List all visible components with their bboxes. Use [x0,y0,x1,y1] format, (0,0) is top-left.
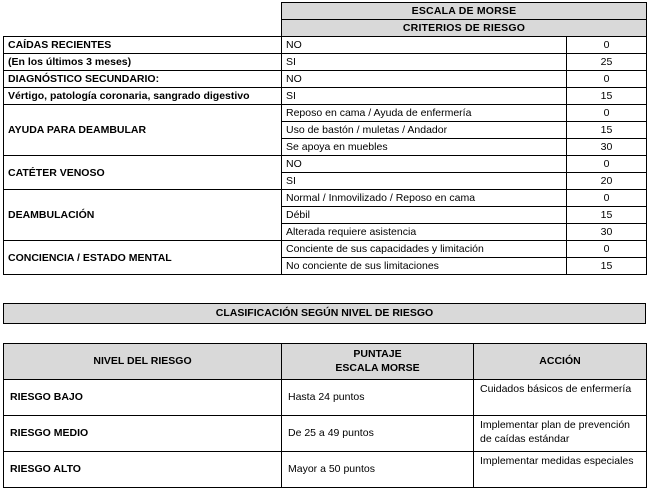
criterion-score-0-1: 25 [567,54,647,71]
morse-subheader-row [4,20,647,37]
criterion-sublabel-1: Vértigo, patología coronaria, sangrado digestivo [4,88,282,105]
risk-action-2: Implementar medidas especiales [474,452,647,488]
risk-level-1: RIESGO MEDIO [4,416,282,452]
risk-action-1: Implementar plan de prevención de caídas estándar [474,416,647,452]
risk-action-0: Cuidados básicos de enfermería [474,380,647,416]
table-row [4,380,647,416]
criterion-sublabel-0: (En los últimos 3 meses) [4,54,282,71]
criterion-score-3-0: 0 [567,156,647,173]
table-row [4,54,647,71]
classification-header-score-line1: PUNTAJE [353,348,402,361]
table-row [4,241,647,258]
criterion-score-4-1: 15 [567,207,647,224]
table-row [4,71,647,88]
table-row [4,156,647,173]
risk-level-0: RIESGO BAJO [4,380,282,416]
criterion-option-4-2: Alterada requiere asistencia [282,224,567,241]
criterion-option-5-1: No conciente de sus limitaciones [282,258,567,275]
classification-header-action: ACCIÓN [474,344,647,380]
classification-header-row [4,344,647,380]
criterion-label-4: DEAMBULACIÓN [4,190,282,241]
classification-table [3,343,647,488]
criterion-label-5: CONCIENCIA / ESTADO MENTAL [4,241,282,275]
criterion-label-2: AYUDA PARA DEAMBULAR [4,105,282,156]
criterion-score-1-0: 0 [567,71,647,88]
table-row [4,190,647,207]
classification-header-level: NIVEL DEL RIESGO [4,344,282,380]
table-row [4,416,647,452]
criterion-option-4-0: Normal / Inmovilizado / Reposo en cama [282,190,567,207]
criterion-option-2-2: Se apoya en muebles [282,139,567,156]
morse-scale-table [3,2,647,275]
criterion-label-0: CAÍDAS RECIENTES [4,37,282,54]
criterion-score-4-0: 0 [567,190,647,207]
subheader-empty-cell [4,20,282,37]
criterion-score-2-1: 15 [567,122,647,139]
criterion-option-1-1: SI [282,88,567,105]
classification-title: CLASIFICACIÓN SEGÚN NIVEL DE RIESGO [3,303,646,324]
table-row [4,88,647,105]
risk-score-1: De 25 a 49 puntos [282,416,474,452]
risk-level-2: RIESGO ALTO [4,452,282,488]
classification-header-score-line2: ESCALA MORSE [335,361,420,374]
header-empty-cell [4,3,282,20]
criterion-option-1-0: NO [282,71,567,88]
criterion-option-2-1: Uso de bastón / muletas / Andador [282,122,567,139]
criterion-score-1-1: 15 [567,88,647,105]
criterion-option-2-0: Reposo en cama / Ayuda de enfermería [282,105,567,122]
criterion-score-0-0: 0 [567,37,647,54]
classification-title-bar [3,303,646,324]
criterion-label-1: DIAGNÓSTICO SECUNDARIO: [4,71,282,88]
risk-score-0: Hasta 24 puntos [282,380,474,416]
criterion-option-3-1: SI [282,173,567,190]
morse-header-title: ESCALA DE MORSE [282,3,647,20]
criterion-score-3-1: 20 [567,173,647,190]
criterion-label-3: CATÉTER VENOSO [4,156,282,190]
criterion-score-2-0: 0 [567,105,647,122]
criterion-option-5-0: Conciente de sus capacidades y limitación [282,241,567,258]
criterion-score-5-1: 15 [567,258,647,275]
criterion-option-4-1: Débil [282,207,567,224]
risk-score-2: Mayor a 50 puntos [282,452,474,488]
morse-header-row [4,3,647,20]
classification-header-score [282,344,474,380]
criterion-option-0-1: SI [282,54,567,71]
morse-header-subtitle: CRITERIOS DE RIESGO [282,20,647,37]
table-row [4,105,647,122]
table-row [4,452,647,488]
criterion-option-3-0: NO [282,156,567,173]
criterion-score-5-0: 0 [567,241,647,258]
criterion-option-0-0: NO [282,37,567,54]
table-row [4,37,647,54]
criterion-score-4-2: 30 [567,224,647,241]
criterion-score-2-2: 30 [567,139,647,156]
